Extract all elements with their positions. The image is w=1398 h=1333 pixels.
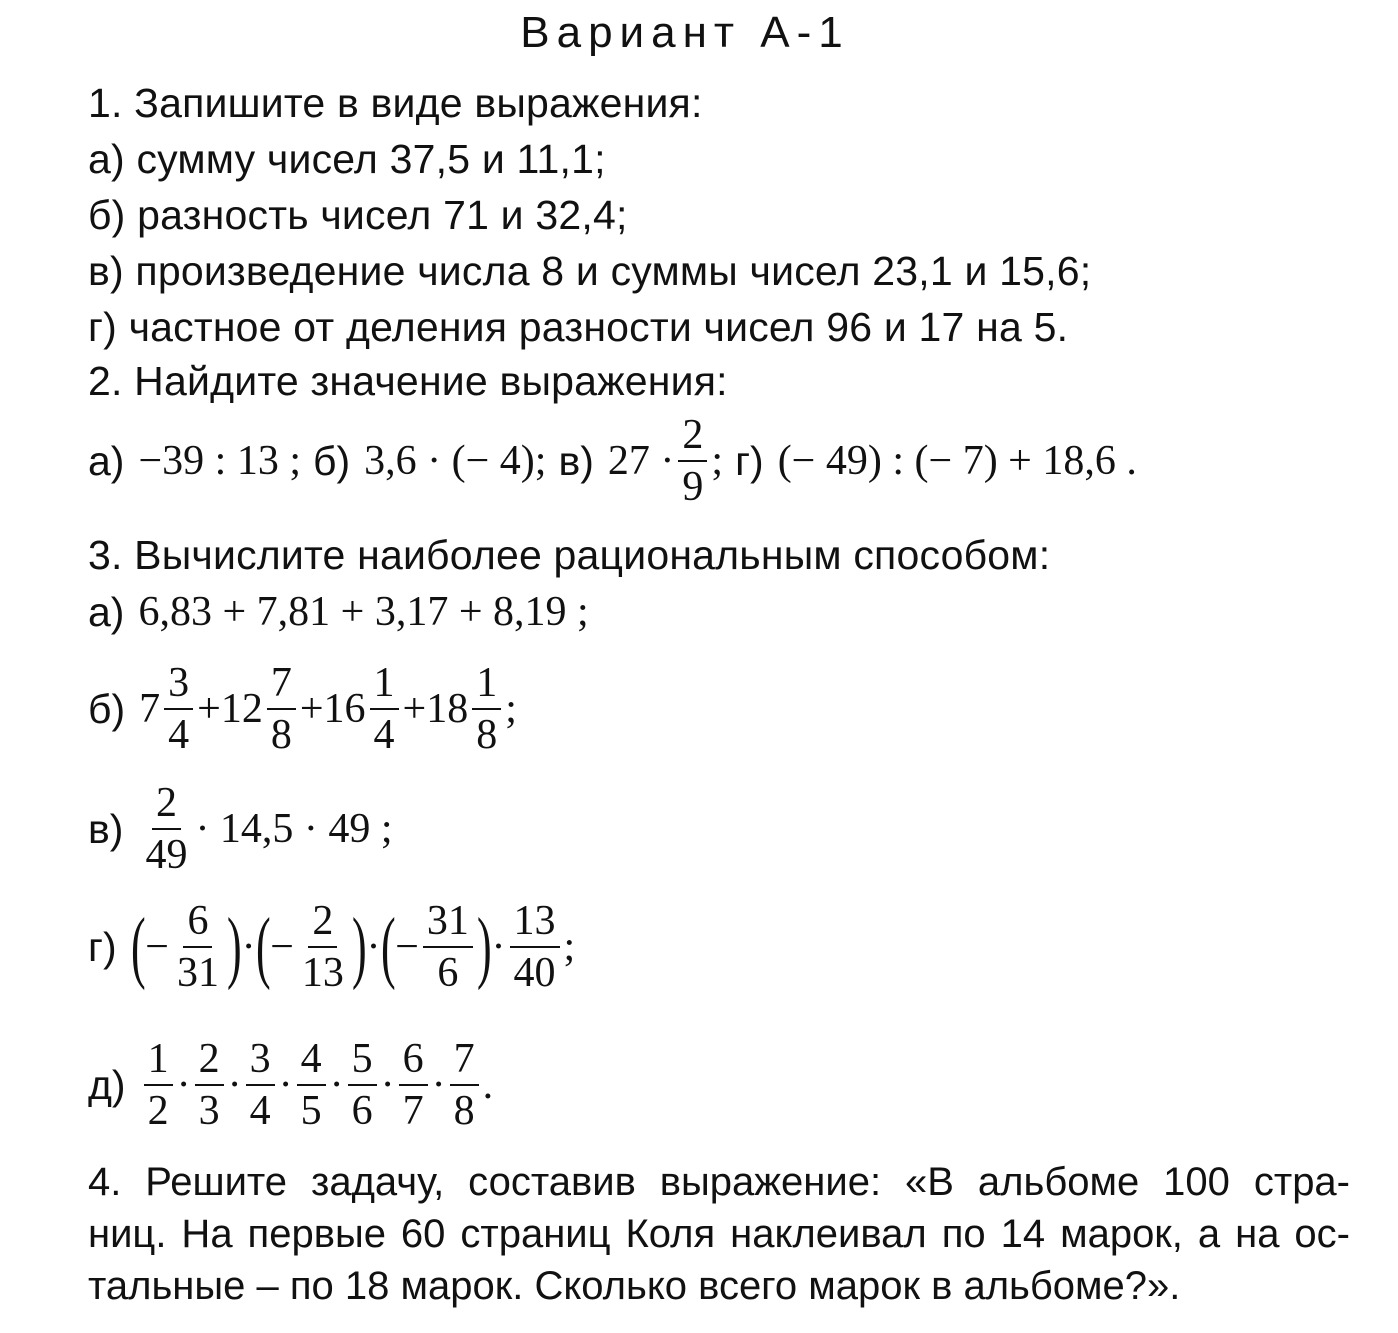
fraction-numerator: 2	[308, 898, 337, 948]
dot-operator: ·	[227, 1062, 242, 1108]
task3-heading: 3. Вычислите наиболее рациональным способом:	[88, 532, 1051, 578]
task3-fraction-d5	[348, 1036, 377, 1134]
operator: +	[402, 686, 427, 732]
fraction-denominator: 6	[351, 1088, 373, 1134]
mixed-fraction	[164, 660, 193, 758]
task1-item-v: в) произведение числа 8 и суммы чисел 23,1 и 15,6;	[88, 248, 1092, 294]
mixed-whole: 12	[220, 686, 263, 732]
paren-close: )	[226, 903, 242, 991]
period: .	[482, 1062, 494, 1108]
operator: +	[197, 686, 221, 732]
task3-label-a: а)	[88, 588, 125, 635]
task3-label-v: в)	[88, 805, 124, 852]
task3-expr-v-tail: · 14,5 · 49 ;	[195, 806, 393, 852]
fraction-denominator: 13	[301, 950, 344, 996]
mixed-fraction	[370, 660, 399, 758]
task2-expr-v-tail: ;	[711, 438, 724, 484]
task4-line-1: 4. Решите задачу, составив выражение: «В альбоме 100 стра-	[88, 1160, 1350, 1204]
dot-operator: ·	[366, 924, 381, 970]
task3-fraction-v	[141, 780, 191, 878]
task3-fraction-d7	[450, 1036, 479, 1134]
fraction-denominator: 8	[476, 712, 498, 758]
fraction-denominator: 5	[300, 1088, 322, 1134]
fraction-numerator: 6	[183, 898, 212, 948]
mixed-whole: 18	[426, 686, 469, 732]
fraction-numerator: 1	[472, 660, 501, 710]
task3-fraction-d6	[399, 1036, 428, 1134]
task3-fraction-g3	[423, 898, 473, 996]
task3-fraction-d4	[297, 1036, 326, 1134]
dot-operator: ·	[380, 1062, 395, 1108]
task4-line-3: тальные – по 18 марок. Сколько всего марок в альбоме?».	[88, 1264, 1181, 1308]
task2-heading: 2. Найдите значение выражения:	[88, 358, 728, 404]
task3-fraction-d1	[144, 1036, 173, 1134]
fraction-denominator: 2	[147, 1088, 169, 1134]
task1-heading: 1. Запишите в виде выражения:	[88, 80, 703, 126]
task3-row-a	[88, 588, 589, 636]
task2-label-b: б)	[313, 437, 351, 484]
fraction-numerator: 5	[348, 1036, 377, 1086]
task2-expr-v-whole: 27 ·	[607, 438, 675, 484]
fraction-denominator: 31	[176, 950, 219, 996]
task3-label-g: г)	[88, 923, 117, 970]
fraction-numerator: 2	[195, 1036, 224, 1086]
dot-operator: ·	[241, 924, 256, 970]
fraction-denominator: 6	[437, 950, 459, 996]
dot-operator: ·	[431, 1062, 446, 1108]
fraction-numerator: 7	[267, 660, 296, 710]
task2-expr-b: 3,6 · (− 4);	[364, 438, 547, 484]
mixed-fraction	[472, 660, 501, 758]
task3-row-g	[88, 898, 575, 996]
dot-operator: ·	[491, 924, 506, 970]
fraction-denominator: 7	[402, 1088, 424, 1134]
paren-open: (	[255, 903, 271, 991]
fraction-numerator: 31	[423, 898, 473, 948]
operator: +	[299, 686, 324, 732]
task1-item-g: г) частное от деления разности чисел 96 и 17 на 5.	[88, 304, 1069, 350]
fraction-numerator: 13	[510, 898, 560, 948]
fraction-numerator: 1	[370, 660, 399, 710]
task2-expr-g: (− 49) : (− 7) + 18,6 .	[777, 438, 1137, 484]
fraction-denominator: 49	[145, 832, 188, 878]
task2-expr-a: −39 : 13 ;	[138, 438, 301, 484]
fraction-denominator: 8	[270, 712, 292, 758]
dot-operator: ·	[278, 1062, 293, 1108]
paren-close: )	[351, 903, 367, 991]
task2-label-v: в)	[558, 437, 594, 484]
task3-label-d: д)	[88, 1061, 126, 1108]
paren-open: (	[380, 903, 396, 991]
mixed-fraction	[267, 660, 296, 758]
mixed-whole: 7	[139, 686, 161, 732]
paren-close: )	[476, 903, 492, 991]
minus-sign: −	[395, 924, 419, 970]
task2-fraction-v	[678, 412, 707, 510]
task3-fraction-d3	[246, 1036, 275, 1134]
task3-row-v	[88, 780, 393, 878]
paren-open: (	[130, 903, 146, 991]
fraction-numerator: 3	[246, 1036, 275, 1086]
task3-row-b	[88, 660, 517, 758]
task3-expr-a: 6,83 + 7,81 + 3,17 + 8,19 ;	[138, 589, 589, 635]
task4-paragraph	[88, 1156, 1350, 1312]
fraction-numerator: 7	[450, 1036, 479, 1086]
task3-fraction-g4	[510, 898, 560, 996]
fraction-numerator: 2	[678, 412, 707, 462]
fraction-denominator: 40	[513, 950, 556, 996]
task3-label-b: б)	[88, 685, 126, 732]
dot-operator: ·	[329, 1062, 344, 1108]
task2-label-a: а)	[88, 437, 125, 484]
page-title: Вариант А-1	[520, 8, 850, 57]
fraction-denominator: 3	[198, 1088, 220, 1134]
task1-item-b: б) разность чисел 71 и 32,4;	[88, 192, 628, 238]
fraction-numerator: 4	[297, 1036, 326, 1086]
task4-line-2: ниц. На первые 60 страниц Коля наклеивал по 14 марок, а на ос-	[88, 1212, 1350, 1256]
task1-item-a: а) сумму чисел 37,5 и 11,1;	[88, 136, 606, 182]
fraction-denominator: 8	[453, 1088, 475, 1134]
fraction-numerator: 6	[399, 1036, 428, 1086]
minus-sign: −	[145, 924, 169, 970]
operator: ;	[505, 686, 517, 732]
task2-label-g: г)	[735, 437, 764, 484]
task3-fraction-g2	[298, 898, 348, 996]
fraction-numerator: 1	[144, 1036, 173, 1086]
semicolon: ;	[563, 924, 576, 970]
fraction-numerator: 3	[164, 660, 193, 710]
fraction-denominator: 4	[249, 1088, 271, 1134]
task2-expressions	[88, 412, 1137, 510]
task3-fraction-g1	[173, 898, 223, 996]
task3-row-d	[88, 1036, 493, 1134]
minus-sign: −	[270, 924, 294, 970]
fraction-numerator: 2	[152, 780, 181, 830]
mixed-whole: 16	[323, 686, 366, 732]
fraction-denominator: 4	[373, 712, 395, 758]
fraction-denominator: 4	[168, 712, 190, 758]
task3-fraction-d2	[195, 1036, 224, 1134]
dot-operator: ·	[176, 1062, 191, 1108]
fraction-denominator: 9	[682, 464, 704, 510]
